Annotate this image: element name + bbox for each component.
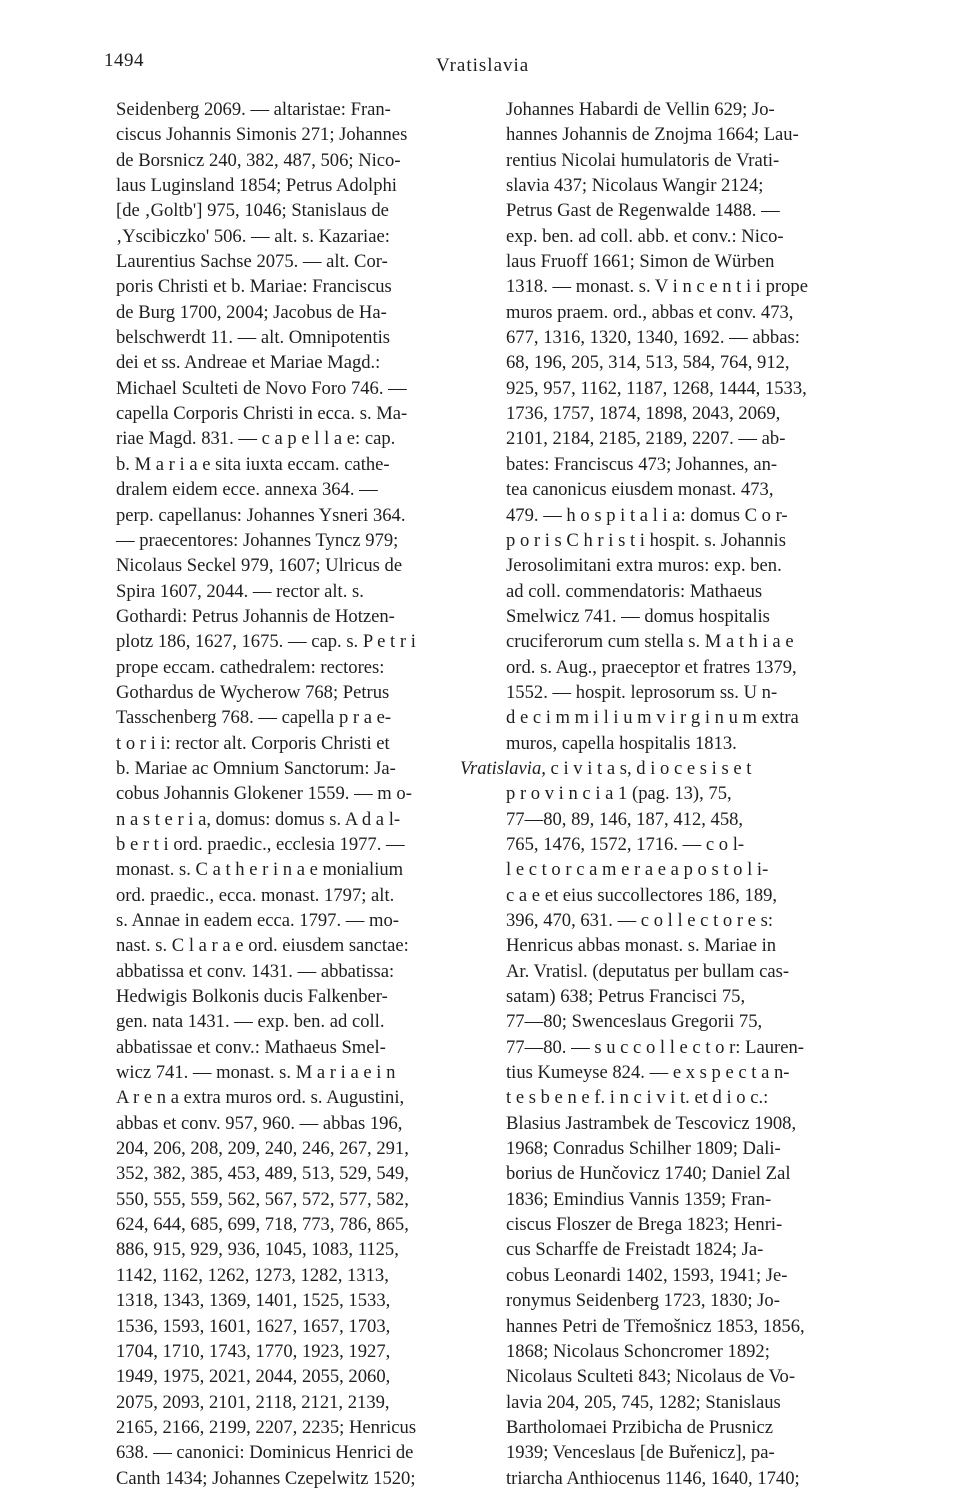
text-line: 1318. — monast. s. V i n c e n t i i prope <box>506 276 808 298</box>
text-line: Tasschenberg 768. — capella p r a e- <box>116 707 392 729</box>
text-line: lavia 204, 205, 745, 1282; Stanislaus <box>506 1391 781 1413</box>
text-line: 1868; Nicolaus Schoncromer 1892; <box>506 1340 770 1362</box>
text-line: abbatissa et conv. 1431. — abbatissa: <box>116 960 395 982</box>
text-line: capella Corporis Christi in ecca. s. Ma- <box>116 403 408 425</box>
text-line: Smelwicz 741. — domus hospitalis <box>506 605 770 627</box>
text-line: Petrus Gast de Regenwalde 1488. — <box>506 200 780 222</box>
text-line: Laurentius Sachse 2075. — alt. Cor- <box>116 251 388 273</box>
text-line: ord. s. Aug., praeceptor et fratres 1379, <box>506 656 797 678</box>
text-line: nast. s. C l a r a e ord. eiusdem sanctae: <box>116 935 409 957</box>
text-line: 886, 915, 929, 936, 1045, 1083, 1125, <box>116 1239 399 1261</box>
text-line: Gothardi: Petrus Johannis de Hotzen- <box>116 605 395 627</box>
text-line: laus Fruoff 1661; Simon de Würben <box>506 251 775 273</box>
text-line: hannes Petri de Třemošnicz 1853, 1856, <box>506 1315 805 1337</box>
text-line: riae Magd. 831. — c a p e l l a e: cap. <box>116 428 396 450</box>
text-line: tius Kumeyse 824. — e x s p e c t a n- <box>506 1062 790 1084</box>
text-line: b. M a r i a e sita iuxta eccam. cathe- <box>116 453 390 475</box>
text-line: p o r i s C h r i s t i hospit. s. Johannis <box>506 529 786 551</box>
text-line: laus Luginsland 1854; Petrus Adolphi <box>116 175 397 197</box>
text-line: ciscus Johannis Simonis 271; Johannes <box>116 124 408 146</box>
text-line: de Burg 1700, 2004; Jacobus de Ha- <box>116 301 387 323</box>
text-line: Michael Sculteti de Novo Foro 746. — <box>116 377 407 399</box>
text-line: cobus Johannis Glokener 1559. — m o- <box>116 783 412 805</box>
text-line: 77—80, 89, 146, 187, 412, 458, <box>506 808 744 830</box>
text-line: 1736, 1757, 1874, 1898, 2043, 2069, <box>506 403 781 425</box>
text-line: satam) 638; Petrus Francisci 75, <box>506 986 746 1008</box>
text-line: 479. — h o s p i t a l i a: domus C o r- <box>506 504 788 526</box>
text-line: ad coll. commendatoris: Mathaeus <box>506 580 763 602</box>
text-line: 1318, 1343, 1369, 1401, 1525, 1533, <box>116 1290 391 1312</box>
text-line: bates: Franciscus 473; Johannes, an- <box>506 453 778 475</box>
text-line: muros, capella hospitalis 1813. <box>506 732 737 754</box>
text-line: Johannes Habardi de Vellin 629; Jo- <box>506 99 775 120</box>
text-line: 1939; Venceslaus [de Buřenicz], pa- <box>506 1442 775 1464</box>
text-line: ‚Yscibiczko' 506. — alt. s. Kazariae: <box>116 225 390 247</box>
text-line: Jerosolimitani extra muros: exp. ben. <box>506 555 782 577</box>
text-line: 1836; Emindius Vannis 1359; Fran- <box>506 1188 772 1210</box>
text-line: 2101, 2184, 2185, 2189, 2207. — ab- <box>506 428 786 450</box>
text-line: borius de Hunčovicz 1740; Daniel Zal <box>506 1163 791 1185</box>
text-line: Blasius Jastrambek de Tescovicz 1908, <box>506 1112 797 1134</box>
text-line: 1142, 1162, 1262, 1273, 1282, 1313, <box>116 1264 389 1286</box>
text-line: n a s t e r i a, domus: domus s. A d a l- <box>116 808 401 830</box>
text-line: Nicolaus Seckel 979, 1607; Ulricus de <box>116 555 403 577</box>
text-line: 204, 206, 208, 209, 240, 246, 267, 291, <box>116 1138 409 1160</box>
text-line: b. Mariae ac Omnium Sanctorum: Ja- <box>116 757 396 779</box>
text-line: Ar. Vratisl. (deputatus per bullam cas- <box>506 960 790 982</box>
text-line: 1704, 1710, 1743, 1770, 1923, 1927, <box>116 1340 391 1362</box>
text-line: prope eccam. cathedralem: rectores: <box>116 656 385 678</box>
text-line: 2165, 2166, 2199, 2207, 2235; Henricus <box>116 1416 417 1438</box>
text-line: exp. ben. ad coll. abb. et conv.: Nico- <box>506 225 784 247</box>
text-line: rentius Nicolai humulatoris de Vrati- <box>506 149 780 171</box>
text-line: 677, 1316, 1320, 1340, 1692. — abbas: <box>506 327 800 349</box>
text-line: 624, 644, 685, 699, 718, 773, 786, 865, <box>116 1214 409 1236</box>
text-line: 550, 555, 559, 562, 567, 572, 577, 582, <box>116 1188 409 1210</box>
text-line: monast. s. C a t h e r i n a e monialium <box>116 859 404 881</box>
text-line: 68, 196, 205, 314, 513, 584, 764, 912, <box>506 352 790 374</box>
text-line: gen. nata 1431. — exp. ben. ad coll. <box>116 1011 385 1033</box>
text-line: t o r i i: rector alt. Corporis Christi et <box>116 732 390 754</box>
text-line: 765, 1476, 1572, 1716. — c o l- <box>506 833 745 855</box>
text-line: l e c t o r c a m e r a e a p o s t o l i- <box>506 859 769 881</box>
text-line: abbas et conv. 957, 960. — abbas 196, <box>116 1112 403 1134</box>
text-line: plotz 186, 1627, 1675. — cap. s. P e t r i <box>116 631 416 653</box>
page-number: 1494 <box>104 50 144 71</box>
left-column <box>116 97 462 1491</box>
text-line: poris Christi et b. Mariae: Franciscus <box>116 276 392 298</box>
text-line: 1949, 1975, 2021, 2044, 2055, 2060, <box>116 1366 391 1388</box>
text-line: wicz 741. — monast. s. M a r i a e i n <box>116 1062 396 1084</box>
text-line: Gothardus de Wycherow 768; Petrus <box>116 681 390 703</box>
text-line: p r o v i n c i a 1 (pag. 13), 75, <box>506 783 732 805</box>
text-line: dei et ss. Andreae et Mariae Magd.: <box>116 352 381 374</box>
text-line: 77—80. — s u c c o l l e c t o r: Lauren- <box>506 1036 804 1058</box>
text-line: 1552. — hospit. leprosorum ss. U n- <box>506 681 778 703</box>
text-line: — praecentores: Johannes Tyncz 979; <box>116 529 399 551</box>
text-line: b e r t i ord. praedic., ecclesia 1977. — <box>116 833 405 855</box>
text-line: A r e n a extra muros ord. s. Augustini, <box>116 1087 405 1109</box>
text-line: abbatissae et conv.: Mathaeus Smel- <box>116 1036 386 1058</box>
text-line: 2075, 2093, 2101, 2118, 2121, 2139, <box>116 1391 390 1413</box>
text-line: c a e et eius succollectores 186, 189, <box>506 884 778 906</box>
text-line: [de ‚Goltb'] 975, 1046; Stanislaus de <box>116 200 389 222</box>
text-line: triarcha Anthiocenus 1146, 1640, 1740; <box>506 1467 800 1489</box>
text-line: s. Annae in eadem ecca. 1797. — mo- <box>116 910 399 931</box>
text-line: tea canonicus eiusdem monast. 473, <box>506 479 774 501</box>
text-line: 396, 470, 631. — c o l l e c t o r e s: <box>506 910 773 931</box>
text-line: t e s b e n e f. i n c i v i t. et d i o c.: <box>506 1087 769 1109</box>
text-line: 925, 957, 1162, 1187, 1268, 1444, 1533, <box>506 377 807 399</box>
text-line: 638. — canonici: Dominicus Henrici de <box>116 1442 414 1464</box>
text-line: 1536, 1593, 1601, 1627, 1657, 1703, <box>116 1315 391 1337</box>
text-line: d e c i m m i l i u m v i r g i n u m extra <box>506 707 799 729</box>
right-column <box>460 97 842 1491</box>
text-line: perp. capellanus: Johannes Ysneri 364. <box>116 504 406 526</box>
text-line: 77—80; Swenceslaus Gregorii 75, <box>506 1011 763 1033</box>
text-line: muros praem. ord., abbas et conv. 473, <box>506 301 794 323</box>
text-line: de Borsnicz 240, 382, 487, 506; Nico- <box>116 149 401 171</box>
text-line: cobus Leonardi 1402, 1593, 1941; Je- <box>506 1264 788 1286</box>
text-line: Seidenberg 2069. — altaristae: Fran- <box>116 99 391 120</box>
text-line: 352, 382, 385, 453, 489, 513, 529, 549, <box>116 1163 409 1185</box>
text-line: cruciferorum cum stella s. M a t h i a e <box>506 631 794 653</box>
text-line: Canth 1434; Johannes Czepelwitz 1520; <box>116 1467 416 1489</box>
text-line: Spira 1607, 2044. — rector alt. s. <box>116 580 364 602</box>
text-line: slavia 437; Nicolaus Wangir 2124; <box>506 175 764 197</box>
text-line: ciscus Floszer de Brega 1823; Henri- <box>506 1214 783 1236</box>
text-line: Bartholomaei Przibicha de Prusnicz <box>506 1416 773 1438</box>
text-line: Vratislavia, c i v i t a s, d i o c e s i s e t <box>460 757 752 779</box>
text-line: Nicolaus Sculteti 843; Nicolaus de Vo- <box>506 1366 796 1388</box>
text-line: Henricus abbas monast. s. Mariae in <box>506 935 777 957</box>
running-head: Vratislavia <box>436 55 530 76</box>
text-line: ord. praedic., ecca. monast. 1797; alt. <box>116 884 395 906</box>
text-line: 1968; Conradus Schilher 1809; Dali- <box>506 1138 781 1160</box>
text-line: dralem eidem ecce. annexa 364. — <box>116 479 378 501</box>
text-line: belschwerdt 11. — alt. Omnipotentis <box>116 327 391 349</box>
text-line: cus Scharffe de Freistadt 1824; Ja- <box>506 1239 764 1261</box>
text-line: hannes Johannis de Znojma 1664; Lau- <box>506 124 799 146</box>
text-line: ronymus Seidenberg 1723, 1830; Jo- <box>506 1290 780 1312</box>
text-line: Hedwigis Bolkonis ducis Falkenber- <box>116 986 388 1008</box>
